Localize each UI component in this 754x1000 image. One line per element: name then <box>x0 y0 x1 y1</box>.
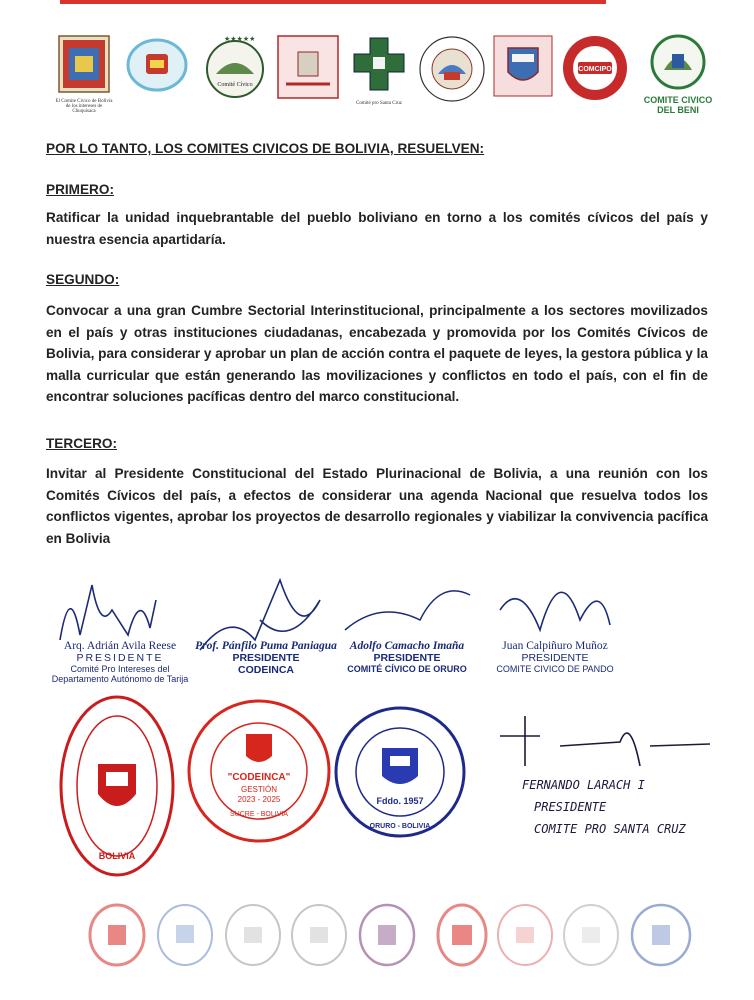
santa-cruz-org-handwritten: COMITE PRO SANTA CRUZ <box>534 822 686 836</box>
section-tercero-text: Invitar al Presidente Constitucional del Estado Plurinacional de Bolivia, a una reunión con los Comités Cívicos del país, a efectos de considerar una agenda Nacional que resuelva todos los conflictos vigentes, aprobar los proyectos de desarrollo regionales y viabilizar la convivencia pacífica en Bolivia <box>46 466 708 546</box>
bottom-seal-9 <box>630 903 692 972</box>
signature-block-codeinca: Prof. Pánfilo Puma Paniagua PRESIDENTE CODEINCA <box>195 640 337 676</box>
svg-text:2023 - 2025: 2023 - 2025 <box>237 795 281 804</box>
section-segundo-heading: SEGUNDO: <box>46 272 120 287</box>
signature-block-pando: Juan Calpiñuro Muñoz PRESIDENTE COMITE CIVICO DE PANDO <box>496 640 614 674</box>
svg-text:SUCRE - BOLIVIA: SUCRE - BOLIVIA <box>230 811 288 818</box>
section-primero-heading: PRIMERO: <box>46 182 114 197</box>
bottom-seal-4 <box>290 903 348 972</box>
bottom-seal-2 <box>156 903 214 972</box>
bottom-seal-5 <box>358 903 416 972</box>
svg-text:★★★★★: ★★★★★ <box>224 36 256 43</box>
bottom-seal-3 <box>224 903 282 972</box>
comite-civico-pando-logo <box>202 34 268 105</box>
bottom-seal-7 <box>496 903 554 972</box>
oruro-seal-stamp <box>334 702 466 847</box>
chuquisaca-seal-stamp <box>186 698 332 849</box>
bottom-seal-6 <box>436 903 488 972</box>
header-logos-row <box>52 34 724 115</box>
svg-text:"CODEINCA": "CODEINCA" <box>227 772 291 783</box>
tarija-circular-seal-logo <box>416 34 488 109</box>
top-red-rule <box>60 0 606 4</box>
oval-blue-emblem-logo <box>126 34 188 101</box>
section-segundo-text: Convocar a una gran Cumbre Sectorial Interinstitucional, principalmente a los sectores movilizados en el país y otras instituciones ciudadanas, encabezada y promovida por los Comités Cívicos de Bolivia, para considerar y aprobar un plan de acción contra el paquete de leyes, la gestora pública y la malla curricular que están generando las movilizaciones y conflictos en todo el país, con el fin de encontrar soluciones pacíficas dentro del marco constitucional. <box>46 303 708 405</box>
section-tercero-heading: TERCERO: <box>46 436 117 451</box>
bottom-seal-8 <box>562 903 620 972</box>
comite-civico-beni-logo: COMITE CIVICO DEL BENI <box>634 34 722 115</box>
resolution-title: POR LO TANTO, LOS COMITES CIVICOS DE BOLIVIA, RESUELVEN: <box>46 141 485 156</box>
santa-cruz-name-handwritten: FERNANDO LARACH I <box>522 778 645 792</box>
red-shield-logo <box>492 34 554 103</box>
svg-text:Comité Cívico: Comité Cívico <box>217 82 253 88</box>
red-square-emblem-logo <box>276 34 340 105</box>
santa-cruz-signature-scribble <box>480 706 720 776</box>
santa-cruz-role-handwritten: PRESIDENTE <box>534 800 607 814</box>
tarija-seal-stamp <box>58 694 176 883</box>
svg-text:BOLIVIA: BOLIVIA <box>98 851 136 861</box>
comcipo-logo <box>558 34 632 107</box>
bottom-seal-1 <box>88 903 146 972</box>
svg-text:COMCIPO: COMCIPO <box>578 66 612 73</box>
green-cross-logo: Comité pro Santa Cruz <box>346 34 412 106</box>
svg-text:ORURO - BOLIVIA: ORURO - BOLIVIA <box>369 823 431 830</box>
signature-block-tarija: Arq. Adrián Avila Reese PRESIDENTE Comité Pro Intereses del Departamento Autónomo de Tarija <box>51 640 189 684</box>
section-primero-text: Ratificar la unidad inquebrantable del pueblo boliviano en torno a los comités cívicos del país y nuestra esencia apartidaría. <box>46 210 708 247</box>
santa-cruz-coat-of-arms-logo: El Comite Civico de Bolivia de los intereses de Chuquisaca <box>57 34 111 114</box>
signature-block-oruro: Adolfo Camacho Imaña PRESIDENTE COMITÉ CÍVICO DE ORURO <box>347 640 467 674</box>
svg-text:GESTIÓN: GESTIÓN <box>240 785 278 794</box>
svg-text:Fddo. 1957: Fddo. 1957 <box>376 796 424 806</box>
